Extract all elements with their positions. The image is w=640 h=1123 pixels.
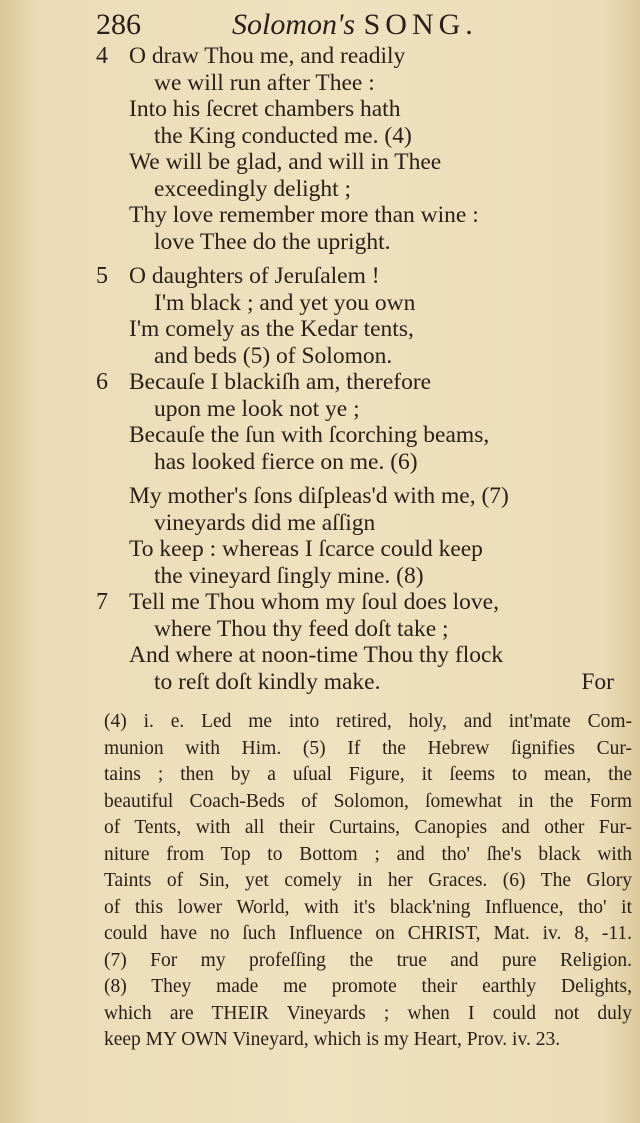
verse-line: I'm comely as the Kedar tents, — [129, 316, 414, 342]
footnote-line: Taints of Sin, yet comely in her Graces. (6) The Glory — [104, 870, 632, 891]
verse-line: My mother's ſons diſpleas'd with me, (7) — [129, 483, 509, 509]
running-head-italic: Solomon's — [232, 8, 356, 41]
footnote-line: of Tents, with all their Curtains, Canopies and other Fur- — [104, 817, 632, 838]
verse-line: To keep : whereas I ſcarce could keep — [129, 536, 483, 562]
footnote-line: of this lower World, with it's black'ning Influence, tho' it — [104, 896, 632, 918]
verse-line: 7 Tell me Thou whom my ſoul does love, — [96, 589, 499, 615]
footnotes — [104, 709, 632, 1054]
verse-line: to reſt doſt kindly make. For — [154, 668, 614, 695]
footnote-line: (7) For my profeſſing the true and pure Religion. — [104, 949, 632, 971]
running-head — [232, 8, 478, 42]
page-number: 286 — [96, 8, 141, 41]
footnote-line: could have no ſuch Influence on CHRIST, Mat. iv. 8, -11. — [104, 923, 632, 944]
footnote-line: beautiful Coach-Beds of Solomon, ſomewhat in the Form — [104, 790, 632, 812]
verse-line: 6 Becauſe I blackiſh am, therefore — [96, 369, 432, 395]
verse-line: vineyards did me aſſign — [154, 509, 376, 536]
footnote-line: niture from Top to Bottom ; and tho' ſhe's black with — [104, 843, 632, 865]
verse-line: the King conducted me. (4) — [154, 122, 412, 149]
catchword: For — [581, 668, 614, 695]
verse-line: upon me look not ye ; — [154, 395, 360, 422]
verse-line: Into his ſecret chambers hath — [129, 96, 401, 122]
verse-line: the vineyard ſingly mine. (8) — [154, 562, 424, 589]
page-header — [96, 8, 616, 48]
footnote-line: munion with Him. (5) If the Hebrew ſignifies Cur- — [104, 737, 632, 759]
verse-line: Becauſe the ſun with ſcorching beams, — [129, 422, 490, 448]
verse-line: Thy love remember more than wine : — [129, 202, 479, 228]
footnote-line: (8) They made me promote their earthly Delights, — [104, 976, 632, 997]
verse-number: 4 — [96, 43, 108, 69]
verse-line: 5 O daughters of Jeruſalem ! — [96, 263, 380, 289]
footnote-line: tains ; then by a uſual Figure, it ſeems to mean, the — [104, 764, 632, 785]
verse-line: exceedingly delight ; — [154, 175, 352, 202]
footnote-line: keep MY OWN Vineyard, which is my Heart, Prov. iv. 23. — [104, 1029, 561, 1050]
verse-line: and beds (5) of Solomon. — [154, 342, 393, 369]
verse-number: 6 — [96, 369, 108, 395]
verse-line: has looked fierce on me. (6) — [154, 448, 418, 475]
verse-line: I'm black ; and yet you own — [154, 289, 416, 316]
verse-line: where Thou thy feed doſt take ; — [154, 615, 449, 642]
footnote-line: (4) i. e. Led me into retired, holy, and int'mate Com- — [104, 711, 632, 732]
verse-line: 4 O draw Thou me, and readily — [96, 43, 406, 69]
running-head-caps: SONG. — [363, 8, 478, 41]
verse-number: 5 — [96, 263, 108, 289]
verse-line: And where at noon-time Thou thy flock — [129, 642, 504, 668]
verse-line: love Thee do the upright. — [154, 228, 391, 255]
verse-line: We will be glad, and will in Thee — [129, 149, 442, 175]
verse-block — [96, 43, 636, 695]
verse-number: 7 — [96, 589, 108, 615]
footnote-line: which are THEIR Vineyards ; when I could not duly — [104, 1002, 632, 1024]
verse-line: we will run after Thee : — [154, 69, 375, 96]
